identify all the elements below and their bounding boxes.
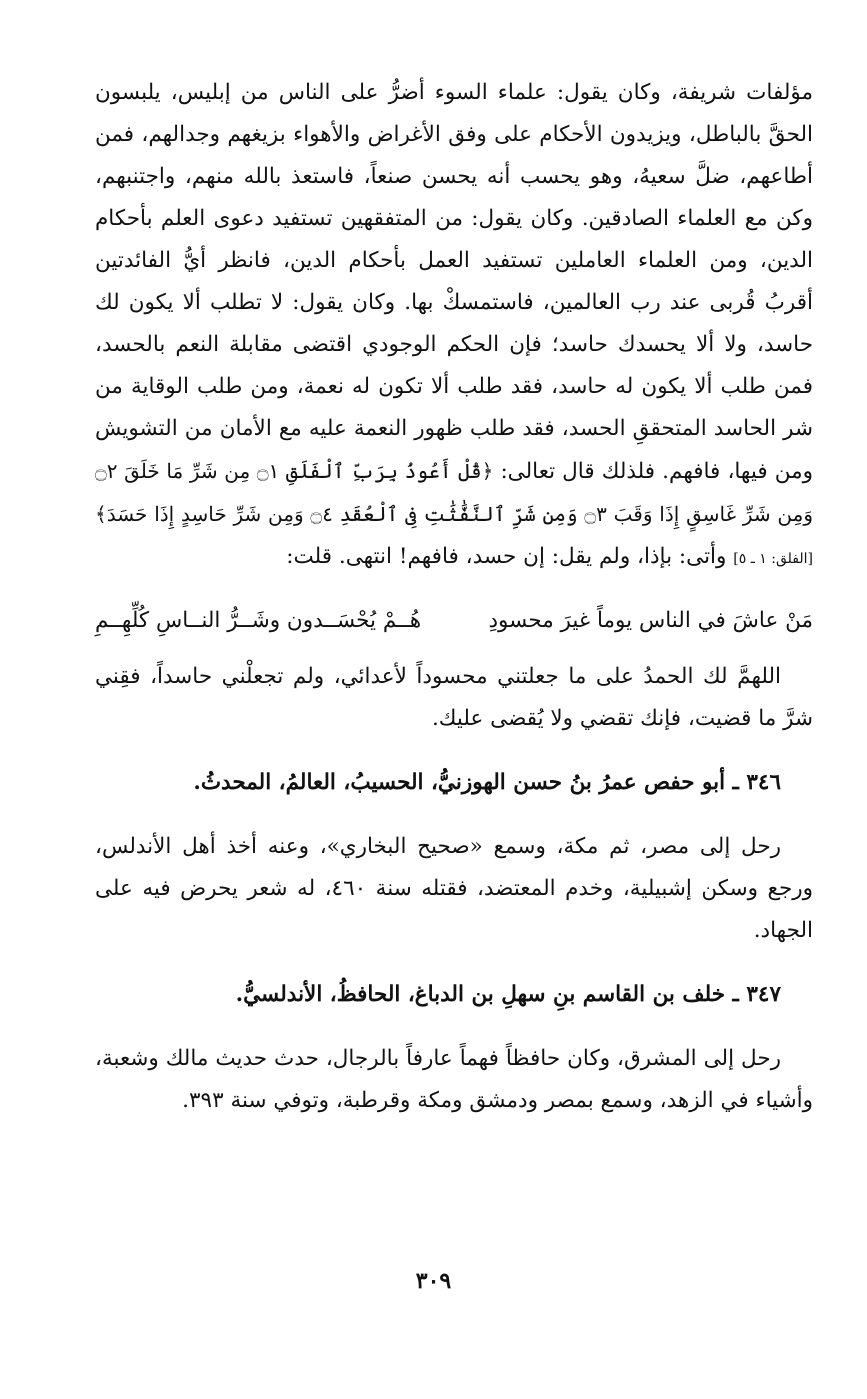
entry-body-347: رحل إلى المشرق، وكان حافظاً فهماً عارفاً بالرجال، حدث حديث مالك وشعبة، وأشياء في الزهد، وسمع بمصر ودمشق ومكة وقرطبة، وتوفي سنة ٣٩٣.: [95, 1046, 813, 1113]
page-number: ٣٠٩: [415, 1268, 452, 1294]
entry-body-346: رحل إلى مصر، ثم مكة، وسمع «صحيح البخاري»، وعنه أخذ أهل الأندلس، ورجع وسكن إشبيلية، وخدم المعتضد، فقتله سنة ٤٦٠، له شعر يحرض فيه على الجهاد.: [95, 834, 813, 943]
top-paragraph-text: مؤلفات شريفة، وكان يقول: علماء السوء أضرُّ على الناس من إبليس، يلبسون الحقَّ بالباطل، ويزيدون الأحكام على وفق الأغراض والأهواء بزيغهم وجدالهم، فمن أطاعهم، ضلَّ سعيهُ، وهو يحسب أنه يحسن صنعاً، فاستعذ بالله منهم، واجتنبهم، وكن مع العلماء الصادقين. وكان يقول: من المتفقهين تستفيد دعوى العلم بأحكام الدين، ومن العلماء العاملين تستفيد العمل بأحكام الدين، فانظر أيُّ الفائدتين أقربُ قُربى عند رب العالمين، فاستمسكْ بها. وكان يقول: لا تطلب ألا يكون لك حاسد، ولا ألا يحسدك حاسد؛ فإن الحكم الوجودي اقتضى مقابلة النعم بالحسد، فمن طلب ألا يكون له حاسد، فقد طلب ألا تكون له نعمة، ومن طلب الوقاية من شر الحاسد المتحققِ الحسد، فقد طلب ظهور النعمة عليه مع الأمان من التشويش ومن فيها، فافهم. فلذلك قال تعالى:: [95, 80, 813, 484]
quran-verses: ﴿قُلْ أَعُوذُ بِرَبِّ ٱلْفَلَقِ ۝١ مِن شَرِّ مَا خَلَقَ ۝٢ وَمِن شَرِّ غَاسِقٍ إِذَا وَقَبَ ۝٣ وَمِن شَرِّ ٱلنَّفَّٰثَٰتِ فِى ٱلْعُقَدِ ۝٤ وَمِن شَرِّ حَاسِدٍ إِذَا حَسَدَ﴾: [95, 459, 813, 526]
page-body: [95, 72, 813, 1382]
entry-heading-347: ٣٤٧ ـ خلف بن القاسم بنِ سهلِ بن الدباغ، الحافظُ، الأندلسيُّ.: [235, 982, 781, 1007]
poem-verse: [95, 600, 813, 642]
top-paragraph: [95, 72, 813, 580]
top-paragraph-ending: وأتى: بإذا، ولم يقل: إن حسد، فافهم! انتهى. قلت:: [286, 544, 727, 569]
prayer-paragraph: اللهمَّ لك الحمدُ على ما جعلتني محسوداً لأعدائي، ولم تجعلْني حاسداً، فقِني شرَّ ما قضيت، فإنك تقضي ولا يُقضى عليك.: [95, 664, 813, 731]
quran-reference: [الفلق: ١ ـ ٥]: [733, 551, 813, 567]
poem-second-hemistich: هُــمْ يُحْسَــدون وشَــرُّ النــاسِ كُلِّهِــمِ: [95, 608, 422, 633]
poem-first-hemistich: مَنْ عاشَ في الناس يوماً غيرَ محسودِ: [488, 608, 813, 633]
poem-gap: [421, 600, 488, 642]
entry-heading-346: ٣٤٦ ـ أبو حفص عمرُ بنُ حسن الهوزنيُّ، الحسيبُ، العالمُ، المحدثُ.: [193, 770, 781, 795]
